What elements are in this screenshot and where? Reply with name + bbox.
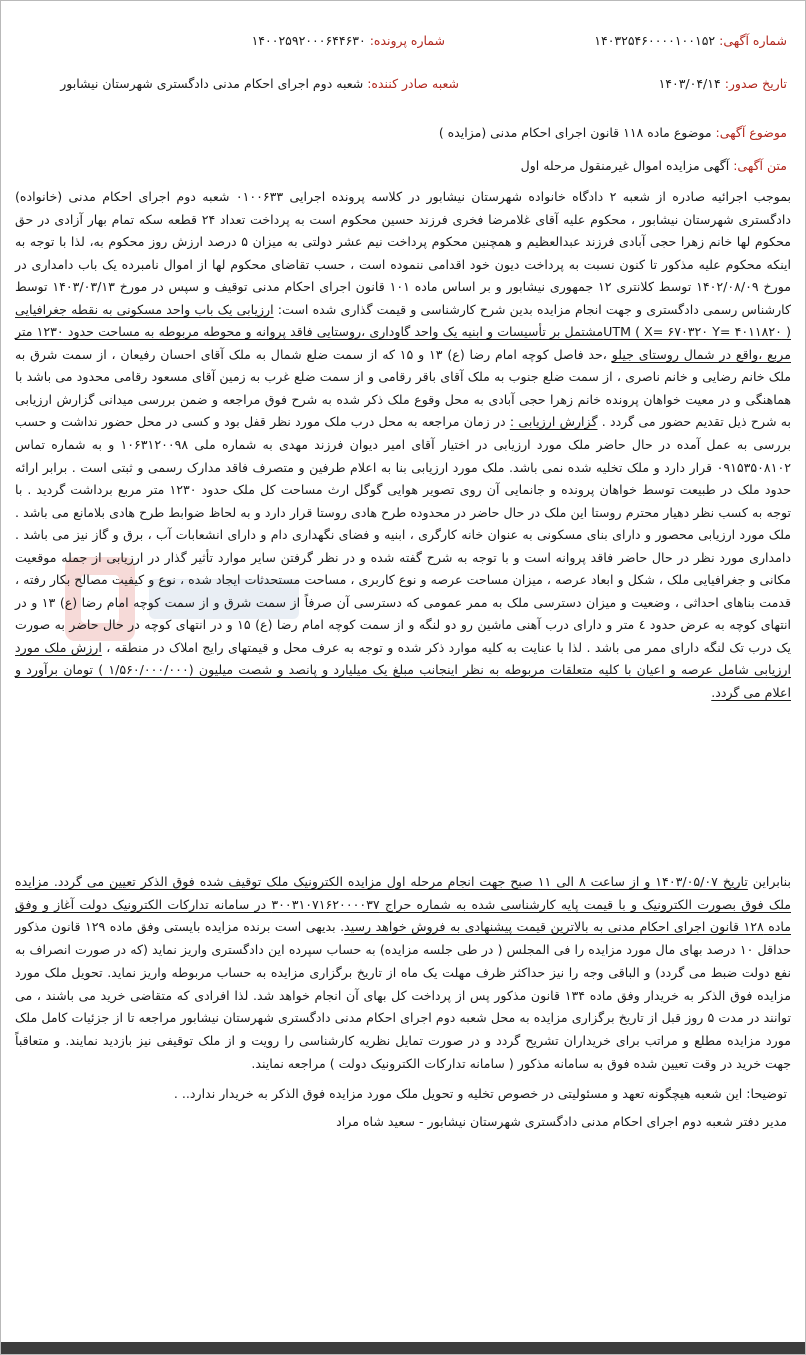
notice-number-row: [594, 31, 787, 51]
case-number: ۱۴۰۰۲۵۹۲۰۰۰۶۴۴۶۳۰: [251, 33, 366, 48]
subject-row: [439, 123, 787, 143]
subject-label: موضوع آگهی:: [715, 125, 787, 140]
paragraph1-part-b: ،حد فاصل کوچه امام رضا (ع) ۱۳ و ۱۵ که از سمت ضلع شمال به ملک آقای احسان رفیعان ، از سمت شرق به ملک خانم رضایی و خانم ناصری ، از سمت ضلع جنوب به ملک آقای باقر رقامی و از سمت ضلع غرب به زمین آقای مسعود رقامی محدود می باشد با هماهنگی و در معیت خواهان پرونده خانم زهرا حجی آبادی به محل وقوع ملک ذکر شده به شرح فوق مراجعه و ضمن بررسی میدانی گزارش ارزیابی به شرح ذیل تقدیم حضور می گردد .: [15, 346, 792, 430]
issuer-row: [60, 74, 459, 94]
case-number-label: شماره پرونده:: [369, 33, 445, 48]
issue-date: ۱۴۰۳/۰۴/۱۴: [658, 76, 721, 91]
notice-title: آگهی مزایده اموال غیرمنقول مرحله اول: [520, 158, 730, 173]
paragraph1-part-a: بموجب اجرائیه صادره از شعبه ۲ دادگاه خانواده شهرستان نیشابور در کلاسه پرونده اجرایی ۰۱۰۰۶۳۳ شعبه دوم اجرای احکام مدنی (خانواده) دادگستری شهرستان نیشابور ، محکوم علیه آقای غلامرضا فخری فرزند حسین محکوم است به پرداخت تعداد ۲۴ قطعه سکه تمام بهار آزادی در حق محکوم لها خانم زهرا حجی آبادی فرزند عبدالعظیم و همچنین محکوم پرداخت نیم عشر دولتی به میزان ۵ درصد ارزش روز محکوم به، لذا با توجه به اینکه محکوم علیه مذکور تا کنون نسبت به پرداخت دیون خود اقدامی ننموده است ، حسب تقاضای محکوم لها از اموال نامبرده یک باب دامداری در مورخ ۱۴۰۲/۰۸/۰۹ توسط کلانتری ۱۲ جمهوری نیشابور و بر اساس ماده ۱۰۱ قانون اجرای احکام مدنی توقیف و سپس در مورخ ۱۴۰۳/۰۳/۱۳ توسط کارشناس رسمی دادگستری و جهت انجام مزایده بدین شرح کارشناسی و قیمت گذاری شده است:: [15, 189, 792, 317]
notice-title-row: [521, 156, 787, 176]
issuer: شعبه دوم اجرای احکام مدنی دادگستری شهرستان نیشابور: [60, 76, 364, 91]
issuer-label: شعبه صادر کننده:: [367, 76, 459, 91]
property-location-description: ارزیابی یک باب واحد مسکونی به نقطه جغرافیایی ( UTM ( X= ۶۷۰۳۲۰ Y= ۴۰۱۱۸۲۰مشتمل بر تأسیسات و ابنیه یک واحد گاوداری ،روستایی فاقد پروانه و محوطه مربوطه به مساحت حدود ۱۲۳۰ متر مربع ،واقع در شمال روستای جیلو: [15, 301, 791, 362]
paragraph2-part-b: . بدیهی است برنده مزایده بایستی وفق ماده ۱۲۹ قانون مذکور حداقل ۱۰ درصد بهای مال مورد مزایده را فی المجلس ( در طی جلسه مزایده) به حساب سپرده این دادگستری واریز نماید (که در صورت انصراف به نفع دولت ضبط می گردد) و الباقی وجه را نیز حداکثر ظرف مهلت یک ماه از تاریخ برگزاری مزایده به حساب مربوطه واریز نماید. تحویل ملک مورد مزایده فوق الذکر به خریدار وفق ماده ۱۳۴ قانون مذکور پس از پرداخت کل بهای آن انجام خواهد شد. لذا افرادی که متقاضی خرید می باشند ، می توانند در مدت ۵ روز قبل از تاریخ برگزاری مزایده به محل شعبه دوم اجرای احکام مدنی دادگستری شهرستان نیشابور مراجعه تا از جزئیات کامل ملک مورد مزایده مطلع و مراتب برای خریداران تشریح گردد و در صورت تمایل نظریه کارشناسی را رویت و از ملک توقیفی نیز بازدید نمایند. و متعاقباً جهت خرید در وقت تعیین شده فوق به سامانه مذکور ( سامانه تدارکات الکترونیک دولت ) مراجعه نمایند.: [15, 919, 791, 1071]
notice-body-paragraph-2: [15, 871, 791, 1075]
paragraph2-part-a: بنابراین: [747, 874, 791, 889]
case-number-row: [252, 31, 445, 51]
bottom-strip: [1, 1342, 805, 1354]
notice-body-paragraph-1: [15, 186, 791, 705]
issue-date-label: تاریخ صدور:: [724, 76, 787, 91]
appraised-value-statement: ارزش ملک مورد ارزیابی شامل عرصه و اعیان با کلیه متعلقات مربوطه به نظر اینجانب مبلغ یک میلیارد و پانصد و شصت میلیون (۱/۵۶۰/۰۰۰/۰۰۰ ) تومان برآورد و اعلام می گردد.: [15, 639, 792, 701]
notice-note: توضیحا: این شعبه هیچگونه تعهد و مسئولیتی در خصوص تخلیه و تحویل ملک مورد مزایده فوق الذکر به خریدار ندارد.. .: [173, 1086, 787, 1101]
paragraph1-part-c: در زمان مراجعه به محل درب ملک مورد نظر قفل بود و کسی در محل حضور نداشت و حسب بررسی به عمل آمده در حال حاضر ملک مورد ارزیابی در اختیار آقای امیر دیوان فرزند مهدی به شماره ملی ۱۰۶۳۱۲۰۰۹۸ و به شماره تماس ۰۹۱۵۳۵۰۸۱۰۲ قرار دارد و ملک تخلیه شده نمی باشد. ملک مورد ارزیابی بنا به اعلام طرفین و متصرف فاقد مدارک رسمی و ثبتی است . برابر ارائه حدود ملک در طبیعت توسط خواهان پرونده و جانمایی آن روی تصویر هوایی گوگل ارث مساحت کل ملک حدود ۱۲۳۰ متر مربع برداشت گردید . با توجه به کسب نظر دهیار محترم روستا این ملک در حال حاضر در محدوده طرح هادی روستا قرار دارد و به لحاظ ضوابط طرح هادی بلامانع می باشد . ملک مورد ارزیابی محصور و دارای بنای مسکونی به عنوان خانه کارگری ، ابنیه و فضای نگهداری دام و دارای انشعابات آب ، برق و گاز نیز می باشد . دامداری مورد نظر در حال حاضر فاقد پروانه است و با توجه به شرح گفته شده و در نظر گرفتن سایر موارد تأثیر گذار در ارزیابی از جمله موقعیت مکانی و جغرافیایی ملک ، شکل و ابعاد عرصه ، میزان مساحت عرصه و نوع کاربری ، مساحت مستحدثات ایجاد شده ، نوع و کیفیت مصالح بکار رفته ، قدمت بناهای احداثی ، وضعیت و میزان دسترسی ملک به ممر عمومی که دسترسی آن صرفاً از سمت شرق و از سمت کوچه امام رضا (ع) ۱۳ و در انتهای کوچه به عرض حدود ٤ متر و دارای درب آهنی ماشین رو دو لنگه و از سمت کوچه امام رضا (ع) ۱۵ و در انتهای کوچه در حال حاضر به صورت یک درب تک لنگه دارای ممر می باشد . لذا با عنایت به کلیه موارد ذکر شده و توجه به عرف محل و قیمتهای رایج املاک در منطقه ،: [15, 414, 792, 655]
notice-number: ۱۴۰۳۲۵۴۶۰۰۰۰۱۰۰۱۵۲: [594, 33, 716, 48]
notice-number-label: شماره آگهی:: [719, 33, 787, 48]
notice-title-label: متن آگهی:: [733, 158, 787, 173]
appraisal-report-heading: گزارش ارزیابی :: [509, 414, 598, 430]
issue-date-row: [659, 74, 787, 94]
subject-value: موضوع ماده ۱۱۸ قانون اجرای احکام مدنی (مزایده ): [438, 125, 712, 140]
notice-signature: مدیر دفتر شعبه دوم اجرای احکام مدنی دادگستری شهرستان نیشابور - سعید شاه مراد: [336, 1114, 787, 1129]
auction-date-statement: تاریخ ۱۴۰۳/۰۵/۰۷ و از ساعت ۸ الی ۱۱ صبح جهت انجام مرحله اول مزایده الکترونیک ملک توقیف شده فوق الذکر تعیین می گردد. مزایده ملک فوق بصورت الکترونیک و با قیمت پایه کارشناسی شده به شماره حراج ۳۰۰۳۱۰۷۱۶۲۰۰۰۰۳۷ در سامانه تدارکات الکترونیک دولت آغاز و وفق ماده ۱۲۸ قانون اجرای احکام مدنی به بالاترین قیمت پیشنهادی به فروش خواهد رسید: [15, 874, 791, 935]
